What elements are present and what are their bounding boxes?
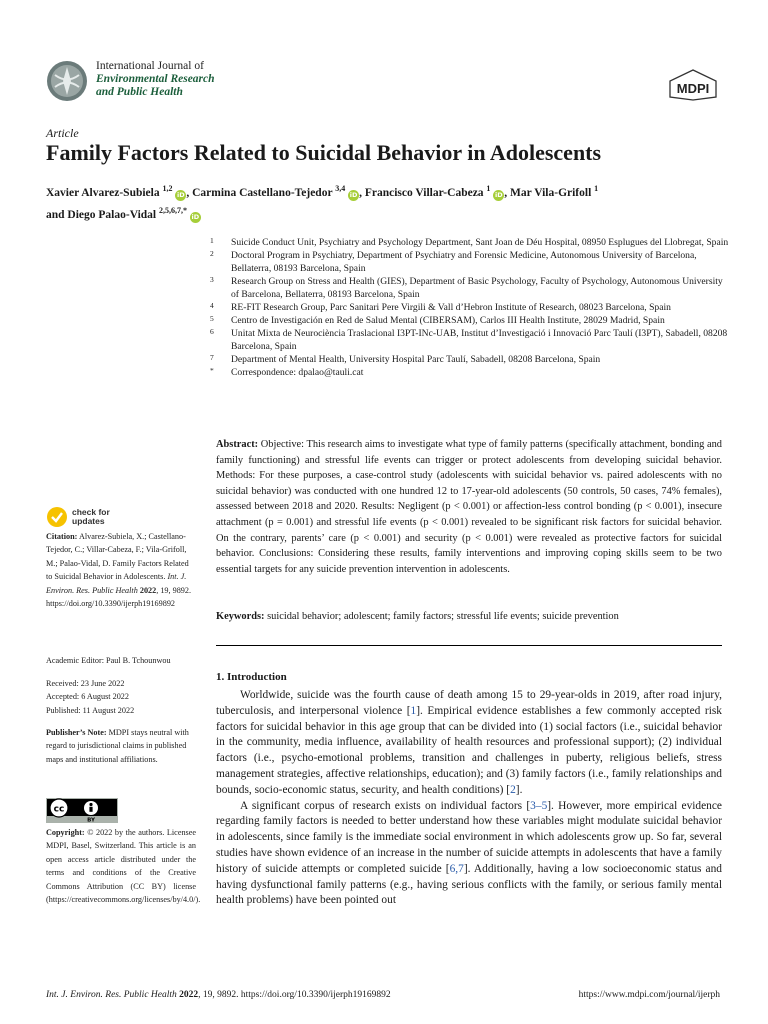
- text-run: ]. Empirical evidence establishes a few commonly accepted risk factors for suicidal behavior in this age group that can be divided into (1) social factors (i.e., suicidal behavior in the community, media influence, availability of health resources and professional support); (2) individual factors (i.e., psycho-emotional problems, transition and challenges in puberty, religious beliefs, stress management strategies, affective relationships, education); and (3) family factors (i.e., family relationships and bounds, socio-economic status, security, and health conditions) [: [216, 704, 722, 796]
- publishers-note: [46, 726, 196, 766]
- footer-journal-url[interactable]: https://www.mdpi.com/journal/ijerph: [578, 990, 720, 1000]
- affiliation-text: RE-FIT Research Group, Parc Sanitari Pere Virgili & Vall d’Hebron Institute of Research, 08023 Barcelona, Spain: [231, 302, 671, 313]
- svg-text:cc: cc: [53, 804, 65, 815]
- affiliation-list: [210, 236, 730, 379]
- check-updates-icon: [46, 506, 68, 528]
- orcid-icon[interactable]: iD: [494, 190, 503, 199]
- journal-name-line1: International Journal of: [96, 60, 204, 72]
- author-separator: ,: [504, 186, 511, 199]
- affiliation-text: Unitat Mixta de Neurociència Traslacional I3PT-INc-UAB, Institut d’Investigació i Innovació Parc Taulí (I3PT), Sabadell, 08208 Barcelona, Spain: [231, 328, 728, 352]
- journal-name: [96, 60, 215, 99]
- author[interactable]: [46, 205, 201, 221]
- affiliation-text: Research Group on Stress and Health (GIES), Department of Basic Psychology, Faculty of Psychology, Autonomous University of Barcelona, Bellaterra, 08193 Barcelona, Spain: [231, 276, 723, 300]
- author-name: Francisco Villar-Cabeza: [364, 186, 484, 199]
- affiliation: [210, 327, 730, 353]
- affiliation: [210, 275, 730, 301]
- check-updates-line2: updates: [72, 516, 105, 526]
- author-name: Mar Vila-Grifoll: [510, 186, 592, 199]
- affiliation-text: Department of Mental Health, University Hospital Parc Taulí, Sabadell, 08208 Barcelona, Spain: [231, 354, 601, 365]
- citation-link[interactable]: 2: [510, 783, 516, 796]
- author[interactable]: [510, 184, 599, 199]
- citation-link[interactable]: 6,7: [449, 862, 464, 875]
- affiliation-text: Doctoral Program in Psychiatry, Department of Psychiatry and Forensic Medicine, Autonomous University of Barcelona, Bellaterra, 08193 Barcelona, Spain: [231, 250, 697, 274]
- received-date: Received: 23 June 2022: [46, 679, 125, 688]
- text-run: ]. Additionally, having a low socioeconomic status and having dysfunctional family patterns (e.g., having serious conflicts with the family, or serious family mental health problems) have been pointed out: [216, 862, 722, 907]
- footer-year: 2022: [176, 990, 199, 1000]
- citation-link[interactable]: 1: [410, 704, 417, 717]
- author-name: Carmina Castellano-Tejedor: [192, 186, 333, 199]
- affiliation: [210, 353, 730, 366]
- affiliation-number: 4: [210, 301, 214, 310]
- affiliation-number: *: [210, 366, 214, 375]
- keywords-text: suicidal behavior; adolescent; family factors; stressful life events; suicide prevention: [264, 611, 619, 622]
- publication-dates: [46, 677, 196, 717]
- journal-name-line3: and Public Health: [96, 86, 183, 98]
- affiliation-text: Centro de Investigación en Red de Salud Mental (CIBERSAM), Carlos III Health Institute, 28029 Madrid, Spain: [231, 315, 665, 326]
- abstract-text: Objective: This research aims to investigate what type of family patterns (specifically attachment, bonding and family functioning) and stressful life events can trigger or protect adolescents from developing suicidal behavior. Methods: For these purposes, a case-control study (adolescents with suicidal behavior vs. paired adolescents with no suicidal behavior) was conducted with one hundred 12 to 17-year-old adolescents (50 controls, 50 cases, 74% females), assessed between 2018 and 2020. Results: Negligent (p < 0.001) or affection-less control bonding (p < 0.001), insecure attachment (p = 0.001) and stressful life events (p < 0.001) revealed to be significant risk factors for suicidal behavior. On the contrary, parents’ care (p < 0.001) and security (p < 0.001) were revealed as protective factors for suicidal behavior. Conclusions: Considering these results, family interventions and improving coping skills seem to be two essential targets for any suicide prevention intervention in adolescents.: [216, 439, 722, 575]
- affiliation: [210, 249, 730, 275]
- copyright-label: Copyright:: [46, 828, 85, 837]
- article-type: Article: [46, 126, 79, 140]
- article-title: Family Factors Related to Suicidal Behavior in Adolescents: [46, 140, 602, 165]
- affiliation-number: 2: [210, 249, 214, 258]
- footer-citation: [46, 990, 391, 1000]
- correspondence-text: Correspondence: dpalao@tauli.cat: [231, 367, 364, 378]
- journal-name-line2: Environmental Research: [96, 73, 215, 85]
- abstract: [216, 437, 722, 577]
- affiliation-number: 7: [210, 353, 214, 362]
- affiliation-number: 6: [210, 327, 214, 336]
- copyright-text: © 2022 by the authors. Licensee MDPI, Basel, Switzerland. This article is an open access article distributed under the terms and conditions of the Creative Commons Attribution (CC BY) license (https://creativecommons.org/licenses/by/4.0/).: [46, 828, 201, 905]
- author[interactable]: [192, 184, 359, 199]
- text-run: ]. However, more empirical evidence regarding family factors is needed to better understand how these variables might modulate suicidal behavior in adolescents, since family is the immediate social environment in which adolescents grow up. So far, several studies have shown evidence of an increase in the number of suicide attempts in adolescents that have a family history of suicide attempts or completed suicide [: [216, 799, 722, 875]
- affiliation-text: Suicide Conduct Unit, Psychiatry and Psychology Department, Sant Joan de Déu Hospital, 08950 Esplugues del Llobregat, Spain: [231, 237, 729, 248]
- section-heading: 1. Introduction: [216, 671, 287, 683]
- author-affil-sup: 1: [594, 184, 599, 193]
- citation-block: [46, 530, 196, 610]
- citation-journal: Int. J. Environ. Res. Public Health: [46, 572, 187, 595]
- footer-journal: Int. J. Environ. Res. Public Health: [46, 990, 177, 1000]
- text-run: Worldwide, suicide was the fourth cause of death among 15 to 29-year-olds in 2019, after road injury, tuberculosis, and interpersonal violence [: [216, 689, 722, 717]
- publishers-note-label: Publisher’s Note:: [46, 728, 107, 737]
- divider: [216, 645, 722, 646]
- author-affil-sup: 3,4: [335, 184, 346, 193]
- correspondence[interactable]: [210, 366, 730, 379]
- paragraph: [216, 688, 722, 799]
- author-name: Xavier Alvarez-Subiela: [46, 186, 160, 199]
- copyright-block: [46, 826, 201, 906]
- page-footer: [46, 990, 720, 1000]
- orcid-icon[interactable]: iD: [349, 190, 358, 199]
- author-affil-sup: 1,2: [162, 184, 173, 193]
- cc-label: BY: [87, 817, 95, 823]
- keywords-label: Keywords:: [216, 611, 265, 622]
- footer-doi[interactable]: , 19, 9892. https://doi.org/10.3390/ijerph19169892: [198, 990, 391, 1000]
- author-affil-sup: 2,5,6,7,*: [158, 205, 187, 215]
- orcid-icon[interactable]: iD: [191, 212, 200, 221]
- paragraph: [216, 799, 722, 910]
- text-run: ].: [515, 783, 523, 796]
- academic-editor: Academic Editor: Paul B. Tchounwou: [46, 656, 171, 665]
- check-for-updates-button[interactable]: [46, 506, 110, 528]
- author-name: and Diego Palao-Vidal: [46, 208, 157, 221]
- text-run: A significant corpus of research exists on individual factors [: [240, 799, 531, 812]
- citation-doi[interactable]: , 19, 9892. https://doi.org/10.3390/ijerph19169892: [46, 585, 192, 609]
- citation-link[interactable]: 3–5: [530, 799, 548, 812]
- author[interactable]: [46, 184, 186, 199]
- affiliation-number: 5: [210, 314, 214, 323]
- affiliation-number: 3: [210, 275, 214, 284]
- affiliation: [210, 301, 730, 314]
- published-date: Published: 11 August 2022: [46, 705, 135, 715]
- check-updates-line1: check for: [72, 507, 110, 517]
- author[interactable]: [364, 184, 504, 199]
- mdpi-logo-text: MDPI: [676, 81, 710, 96]
- affiliation-number: 1: [210, 236, 214, 245]
- citation-label: Citation:: [46, 532, 78, 541]
- cc-by-license-icon[interactable]: [46, 798, 118, 823]
- abstract-label: Abstract:: [216, 439, 259, 450]
- orcid-icon[interactable]: iD: [177, 190, 185, 199]
- author-list: [46, 180, 736, 224]
- author-separator: ,: [359, 186, 365, 199]
- affiliation: [210, 236, 730, 249]
- author-separator: ,: [186, 186, 193, 199]
- keywords: [216, 611, 722, 622]
- citation-text: Alvarez-Subiela, X.; Castellano-Tejedor, C.; Villar-Cabeza, F.; Vila-Grifoll, M.; Palao-Vidal, D. Family Factors Related to Suicidal Behavior in Adolescents.: [46, 532, 189, 582]
- author-affil-sup: 1: [486, 184, 491, 193]
- mdpi-logo: [666, 68, 720, 102]
- publishers-note-text: MDPI stays neutral with regard to jurisdictional claims in published maps and institutional affiliations.: [46, 728, 189, 764]
- journal-logo-icon: [46, 60, 88, 102]
- accepted-date: Accepted: 6 August 2022: [46, 692, 129, 702]
- citation-year: 2022: [137, 585, 157, 595]
- affiliation: [210, 314, 730, 327]
- section-body: [216, 688, 722, 909]
